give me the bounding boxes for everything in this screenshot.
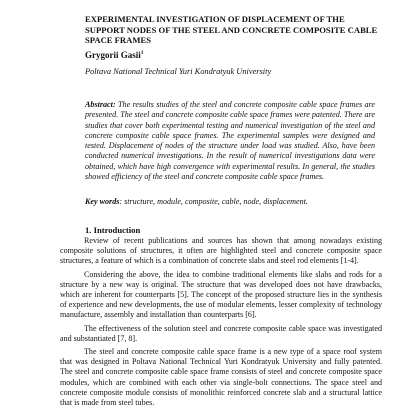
abstract xyxy=(85,100,375,182)
section-body xyxy=(60,236,382,411)
author-affiliation: Poltava National Technical Yuri Kondratyuk University xyxy=(85,67,272,76)
keywords-text: : structure, module, composite, cable, node, displacement. xyxy=(119,197,308,206)
author-superscript: 1 xyxy=(140,50,144,56)
keywords-label: Key words xyxy=(85,197,120,206)
body-paragraph: Considering the above, the idea to combine traditional elements like slabs and rods for a structure by a new way is original. The structure that was developed does not have drawbacks, which are inherent for counterparts [5]. The concept of the proposed structure lies in the synthesis of experience and new developments, the use of modular elements, lesser complexity of technology manufacture, assembly and installation than counterparts [6]. xyxy=(60,269,382,320)
abstract-text: The results studies of the steel and concrete composite cable space frames are presented. The steel and concrete composite cable space frames were patented. There are studies that cover both experimental testing and numerical investigation of the steel and concrete composite cable space frames. The experimental samples were designed and tested. Displacement of nodes of the structure under load was studied. Also, have been conducted numerical investigations. In the result of numerical investigations data were obtained, which have high convergence with experimental results. In general, the studies showed efficiency of the steel and concrete composite cable space frames. xyxy=(85,100,376,182)
author-name-text: Grygorii Gasii xyxy=(85,50,141,60)
body-paragraph: The steel and concrete composite cable space frame is a new type of a space roof system that was designed in Poltava National Technical Yuri Kondratyuk University and fully patented. The steel and concrete composite cable space frame consists of steel and concrete composite space modules, which are combined with each other via single-bolt connections. The space steel and concrete composite module consists of monolithic reinforced concrete slab and a structural lattice that is made from steel tubes. xyxy=(60,347,382,408)
body-paragraph: The effectiveness of the solution steel and concrete composite cable space was investigated and substantiated [7, 8]. xyxy=(60,323,382,343)
keywords xyxy=(85,197,375,206)
paper-title: EXPERIMENTAL INVESTIGATION OF DISPLACEMENT OF THE SUPPORT NODES OF THE STEEL AND CONCRETE COMPOSITE CABLE SPACE FRAMES xyxy=(85,14,378,46)
abstract-label: Abstract: xyxy=(85,100,116,109)
section-heading: 1. Introduction xyxy=(85,225,141,235)
author-name xyxy=(85,50,144,60)
body-paragraph: Review of recent publications and sources has shown that among nowadays existing composite solutions of structures, it often are highlighted steel and concrete composite space structures, a feature of which is a combination of concrete slabs and steel rod elements [1-4]. xyxy=(60,236,382,266)
